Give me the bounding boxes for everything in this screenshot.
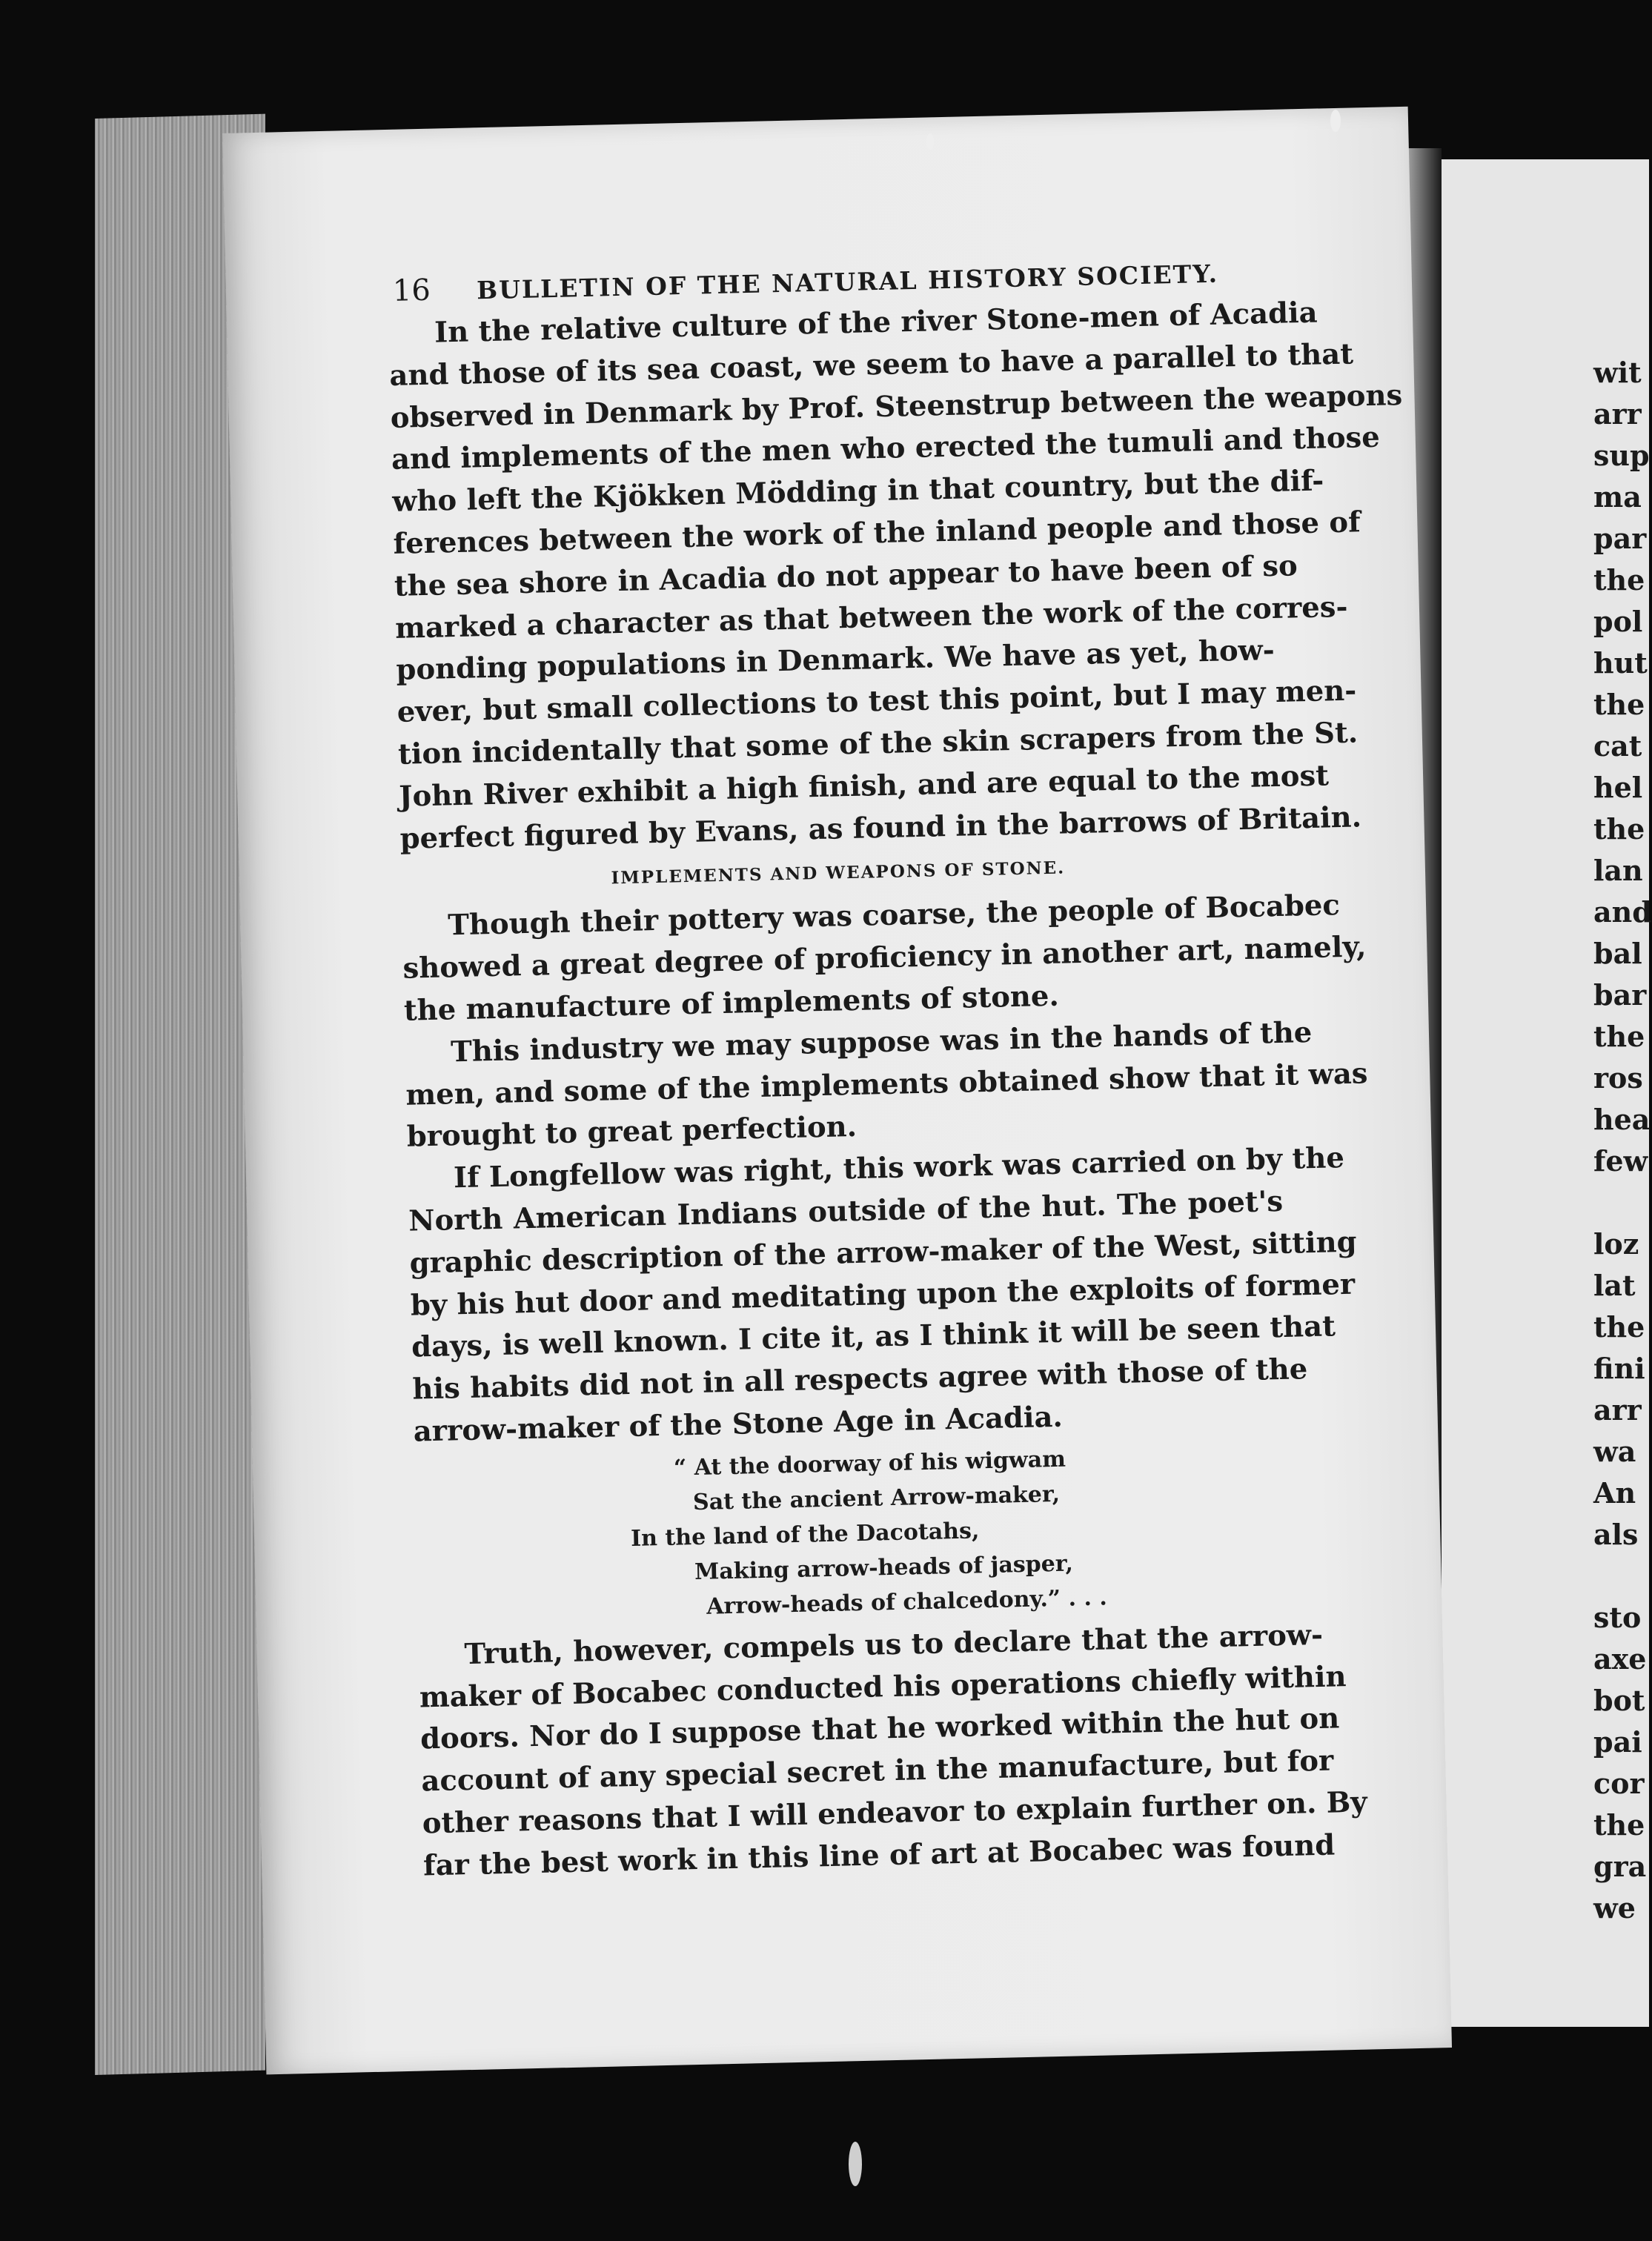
text-line: his habits did not in all respects agree with those of the <box>412 1352 1308 1407</box>
text-line: ponding populations in Denmark. We have as yet, how- <box>395 634 1276 688</box>
fragment: par <box>1593 522 1647 555</box>
poem-quote <box>414 1434 1292 1636</box>
text-line: perfect figured by Evans, as found in the barrows of Britain. <box>399 800 1362 856</box>
fragment: pol <box>1593 605 1643 638</box>
fragment: we <box>1593 1891 1636 1925</box>
text-line: tion incidentally that some of the skin scrapers from the St. <box>397 716 1359 771</box>
paragraph-5 <box>418 1615 1368 1887</box>
fragment: bot <box>1593 1684 1645 1717</box>
poem-line: Making arrow-heads of jasper, <box>694 1550 1074 1585</box>
fragment: loz <box>1593 1227 1639 1261</box>
text-line: men, and some of the implements obtained show that it was <box>405 1056 1368 1112</box>
fragment: lat <box>1593 1269 1636 1302</box>
text-line: ferences between the work of the inland people and those of <box>393 505 1361 561</box>
fragment: fini <box>1593 1352 1645 1385</box>
text-line: the manufacture of implements of stone. <box>403 979 1060 1028</box>
text-line: graphic description of the arrow-maker of the West, sitting <box>409 1225 1357 1281</box>
poem-line: Arrow-heads of chalcedony.” . . . <box>706 1584 1108 1620</box>
text-line: Truth, however, compels us to declare that the arrow- <box>464 1618 1324 1671</box>
fragment: the <box>1593 812 1645 846</box>
text-line: and implements of the men who erected the tumuli and those <box>391 421 1381 477</box>
section-heading: IMPLEMENTS AND WEAPONS OF STONE. <box>611 857 1066 889</box>
fragment: hut <box>1593 646 1648 680</box>
fragment: wit <box>1593 356 1642 389</box>
fragment: arr <box>1593 1393 1642 1427</box>
text-line: account of any special secret in the manufacture, but for <box>421 1744 1334 1799</box>
fragment: the <box>1593 1020 1645 1053</box>
text-line: marked a character as that between the work of the corres- <box>394 590 1348 645</box>
right-page-text-fragments <box>1593 352 1652 1929</box>
paragraph-3 <box>405 1013 1368 1159</box>
text-line: days, is well known. I cite it, as I think it will be seen that <box>411 1309 1336 1364</box>
text-line: by his hut door and meditating upon the exploits of former <box>410 1267 1356 1323</box>
fragment: bal <box>1593 937 1642 970</box>
poem-line: Sat the ancient Arrow-maker, <box>692 1481 1061 1515</box>
fragment: wa <box>1593 1435 1636 1468</box>
fragment: sto <box>1593 1601 1642 1634</box>
fragment: sup <box>1593 439 1650 472</box>
page-number: 16 <box>392 273 431 308</box>
text-line: Though their pottery was coarse, the people of Bocabec <box>447 889 1341 943</box>
text-line: North American Indians outside of the hut. The poet's <box>408 1184 1284 1238</box>
fragment: the <box>1593 1808 1645 1842</box>
paragraph-4 <box>407 1139 1357 1453</box>
fragment: An <box>1593 1476 1636 1510</box>
fragment: als <box>1593 1518 1639 1551</box>
fragment: axe <box>1593 1642 1647 1676</box>
fragment: gra <box>1593 1850 1647 1883</box>
text-line: showed a great degree of proficiency in another art, namely, <box>402 930 1367 986</box>
poem-line: In the land of the Dacotahs, <box>630 1518 980 1552</box>
text-line: doors. Nor do I suppose that he worked within the hut on <box>419 1702 1340 1756</box>
body-text <box>388 293 1403 1888</box>
text-line: other reasons that I will endeavor to explain further on. By <box>422 1785 1368 1841</box>
left-page <box>222 107 1452 2075</box>
poem-line: “ At the doorway of his wigwam <box>673 1446 1066 1481</box>
header-title: BULLETIN OF THE NATURAL HISTORY SOCIETY. <box>476 259 1219 305</box>
text-line: who left the Kjökken Mödding in that country, but the dif- <box>391 464 1324 519</box>
fragment: few <box>1593 1144 1648 1178</box>
paragraph-2 <box>402 886 1367 1032</box>
fragment: arr <box>1593 397 1642 431</box>
fragment: cat <box>1593 729 1642 763</box>
scan-debris <box>926 133 934 150</box>
fragment: bar <box>1593 978 1647 1012</box>
text-line: far the best work in this line of art at Bocabec was found <box>422 1828 1336 1883</box>
text-line: maker of Bocabec conducted his operations chiefly within <box>419 1659 1347 1715</box>
scan-debris <box>849 2142 862 2186</box>
fragment: the <box>1593 1310 1645 1344</box>
fragment: lan <box>1593 854 1643 887</box>
text-line: the sea shore in Acadia do not appear to have been of so <box>394 549 1298 603</box>
text-line: If Longfellow was right, this work was carried on by the <box>453 1141 1345 1195</box>
text-line: John River exhibit a high finish, and are equal to the most <box>398 759 1330 814</box>
fragment: pai <box>1593 1725 1642 1759</box>
spacer <box>1593 1556 1652 1597</box>
text-line: ever, but small collections to test this point, but I may men- <box>397 674 1357 730</box>
fragment: ma <box>1593 480 1642 514</box>
fragment: the <box>1593 563 1645 597</box>
text-line: arrow-maker of the Stone Age in Acadia. <box>413 1400 1064 1449</box>
fragment: ros <box>1593 1061 1643 1095</box>
text-line: and those of its sea coast, we seem to have a parallel to that <box>388 337 1354 393</box>
text-line: brought to great perfection. <box>406 1110 857 1155</box>
text-line: observed in Denmark by Prof. Steenstrup between the weapons <box>390 378 1403 435</box>
scan-debris <box>1330 110 1341 132</box>
fragment: cor <box>1593 1767 1645 1800</box>
text-line: This industry we may suppose was in the hands of the <box>450 1015 1313 1069</box>
text-line: In the relative culture of the river Stone-men of Acadia <box>434 296 1318 350</box>
paragraph-1 <box>388 293 1403 860</box>
fragment: hel <box>1593 771 1643 804</box>
fragment: hea <box>1593 1103 1651 1136</box>
fragment: the <box>1593 688 1645 721</box>
fragment: and <box>1593 895 1652 929</box>
spacer <box>1593 1182 1652 1224</box>
